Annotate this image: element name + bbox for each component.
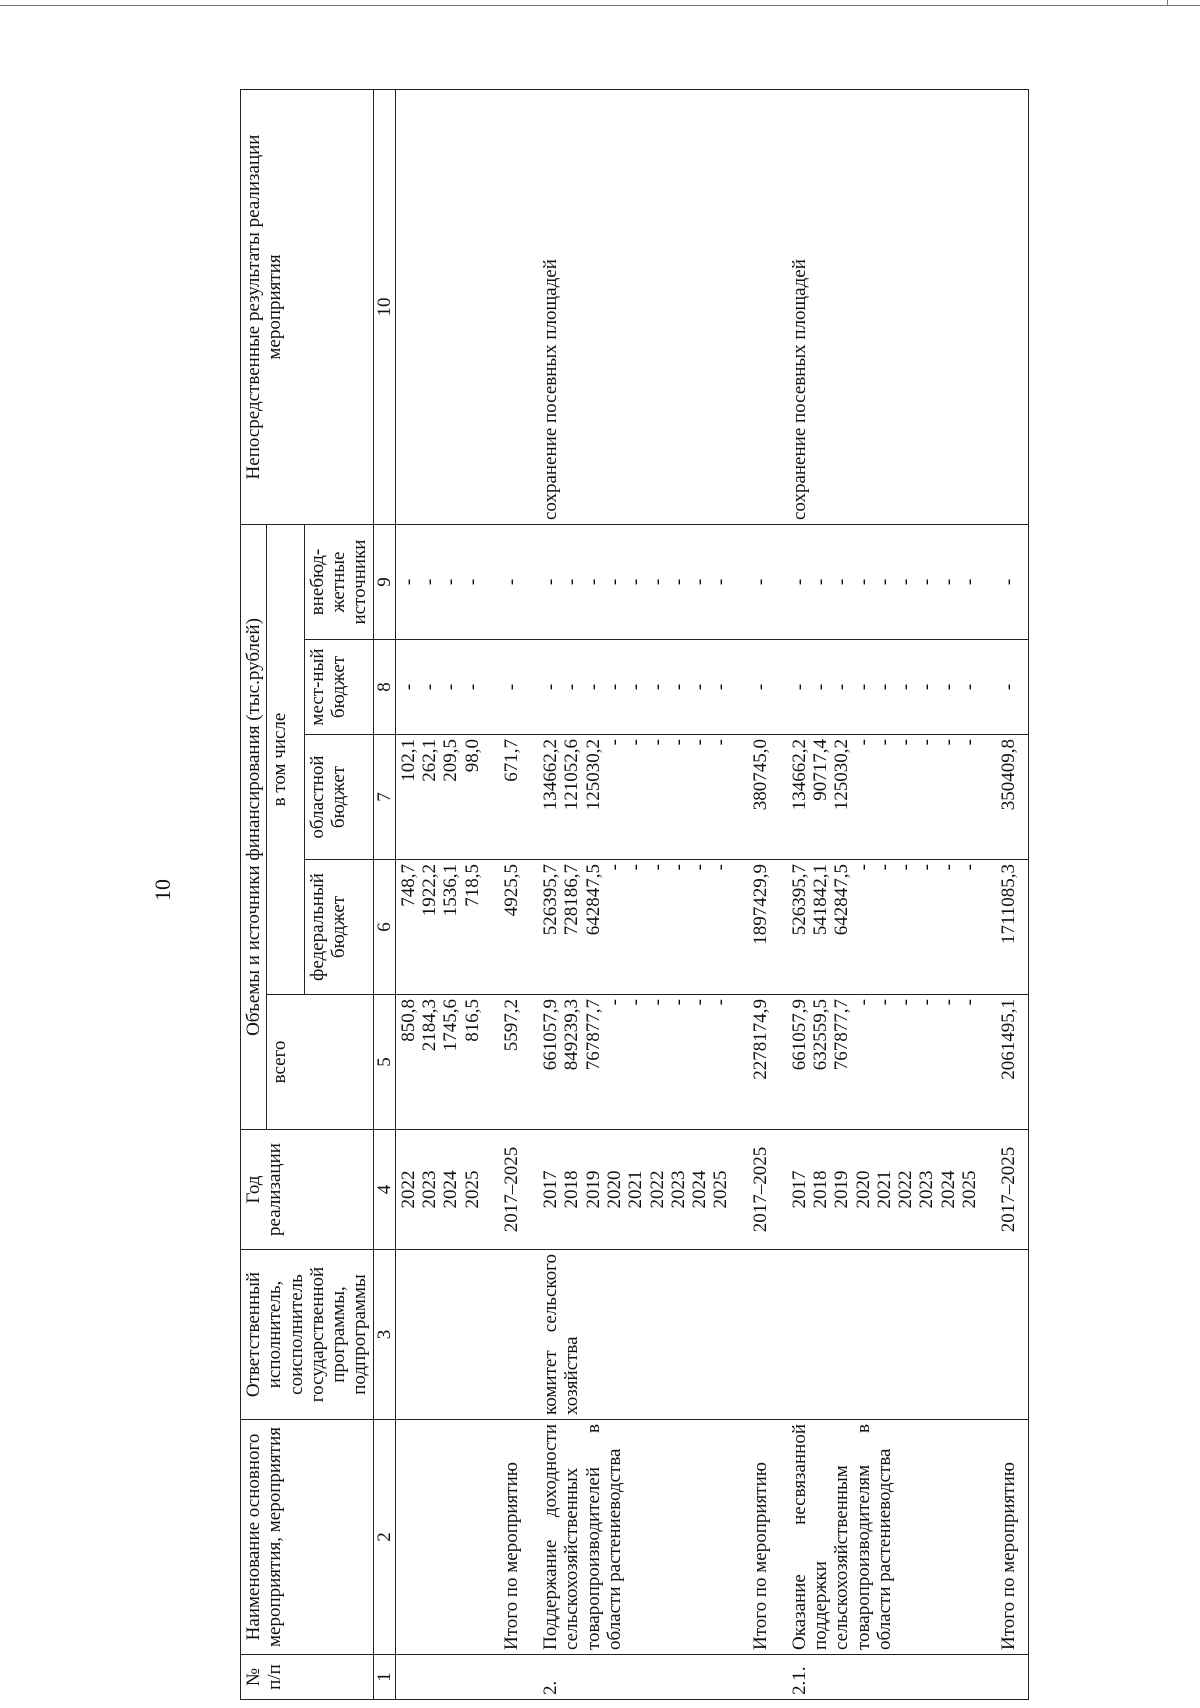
total-values: 661057,9 849239,3 767877,7 - - - - - - (538, 995, 733, 1130)
rotated-sheet (150, 80, 1200, 1700)
extra-values: - - - - - - - - - (787, 525, 982, 640)
total-regional: 671,7 (499, 735, 524, 860)
column-number: 1 (373, 1655, 395, 1700)
total-local: - (996, 640, 1021, 735)
total-label: Итого по мероприятию (499, 1420, 524, 1655)
regional-values: 102,1 262,1 209,5 98,0 (395, 735, 485, 860)
extra-values: - - - - - - - - - (538, 525, 733, 640)
extra-values: - - - - (395, 525, 485, 640)
program-table (240, 89, 1029, 1700)
result-text: сохранение посевных площадей (538, 90, 733, 525)
federal-values: 526395,7 728186,7 642847,5 - - - - - - (538, 860, 733, 995)
total-years: 2017–2025 (499, 1130, 524, 1250)
total-values: 850,8 2184,3 1745,6 816,5 (395, 995, 485, 1130)
total-row (996, 90, 1021, 1700)
total-local: - (499, 640, 524, 735)
table-row (395, 90, 485, 1700)
total-federal: 4925,5 (499, 860, 524, 995)
table-row (538, 90, 733, 1700)
event-name: Поддержание доходности сельскохозяйственных товаропроизводителей в области растениеводства (538, 1420, 733, 1655)
federal-values: 748,7 1922,2 1536,1 718,5 (395, 860, 485, 995)
header-federal: федеральный бюджет (304, 860, 373, 995)
event-name (395, 1420, 485, 1655)
page-number: 10 (150, 879, 175, 901)
regional-values: 134662,2 90717,4 125030,2 - - - - - - (787, 735, 982, 860)
header-event-name: Наименование основного мероприятия, мероприятия (241, 1420, 374, 1655)
event-name: Оказание несвязанной поддержки сельскохозяйственным товаропроизводителям в области растениеводства (787, 1420, 982, 1655)
result-text: сохранение посевных площадей (787, 90, 982, 525)
total-regional: 350409,8 (996, 735, 1021, 860)
total-values: 661057,9 632559,5 767877,7 - - - - - - (787, 995, 982, 1130)
executor (395, 1250, 485, 1420)
header-local: мест-ный бюджет (304, 640, 373, 735)
row-number: 2. (538, 1655, 733, 1700)
column-number: 10 (373, 90, 395, 525)
header-extra: внебюд-жетные источники (304, 525, 373, 640)
column-number: 8 (373, 640, 395, 735)
header-executor: Ответственный исполнитель, соисполнитель государственной программы, подпрограммы (241, 1250, 374, 1420)
total-federal: 1897429,9 (748, 860, 773, 995)
column-number: 4 (373, 1130, 395, 1250)
total-sum: 2061495,1 (996, 995, 1021, 1130)
local-values: - - - - (395, 640, 485, 735)
total-extra: - (996, 525, 1021, 640)
column-number: 6 (373, 860, 395, 995)
total-row (748, 90, 773, 1700)
total-sum: 5597,2 (499, 995, 524, 1130)
years-list: 2017 2018 2019 2020 2021 2022 2023 2024 2025 (787, 1130, 982, 1250)
total-years: 2017–2025 (996, 1130, 1021, 1250)
table-row (787, 90, 982, 1700)
row-number: 2.1. (787, 1655, 982, 1700)
total-sum: 2278174,9 (748, 995, 773, 1130)
header-total: всего (267, 995, 373, 1130)
column-number: 9 (373, 525, 395, 640)
federal-values: 526395,7 541842,1 642847,5 - - - - - - (787, 860, 982, 995)
years-list: 2017 2018 2019 2020 2021 2022 2023 2024 2025 (538, 1130, 733, 1250)
total-regional: 380745,0 (748, 735, 773, 860)
result-text (395, 90, 485, 525)
total-label: Итого по мероприятию (996, 1420, 1021, 1655)
executor: комитет сельского хозяйства (538, 1250, 733, 1420)
total-years: 2017–2025 (748, 1130, 773, 1250)
column-number: 2 (373, 1420, 395, 1655)
column-number-row (373, 90, 395, 1700)
header-finance-group: Объемы и источники финансирования (тыс.рублей) (241, 525, 267, 1130)
column-number: 5 (373, 995, 395, 1130)
total-row (499, 90, 524, 1700)
total-local: - (748, 640, 773, 735)
regional-values: 134662,2 121052,6 125030,2 - - - - - - (538, 735, 733, 860)
total-federal: 1711085,3 (996, 860, 1021, 995)
header-year: Год реализации (241, 1130, 374, 1250)
local-values: - - - - - - - - - (787, 640, 982, 735)
years-list: 2022 2023 2024 2025 (395, 1130, 485, 1250)
total-extra: - (748, 525, 773, 640)
scan-edge-line (0, 0, 1200, 6)
total-extra: - (499, 525, 524, 640)
local-values: - - - - - - - - - (538, 640, 733, 735)
header-results: Непосредственные результаты реализации мероприятия (241, 90, 374, 525)
total-label: Итого по мероприятию (748, 1420, 773, 1655)
column-number: 7 (373, 735, 395, 860)
header-including: в том числе (267, 525, 305, 995)
column-number: 3 (373, 1250, 395, 1420)
row-number (395, 1655, 485, 1700)
executor (787, 1250, 982, 1420)
header-number: № п/п (241, 1655, 374, 1700)
scan-edge-corner (1167, 0, 1200, 5)
header-regional: областной бюджет (304, 735, 373, 860)
